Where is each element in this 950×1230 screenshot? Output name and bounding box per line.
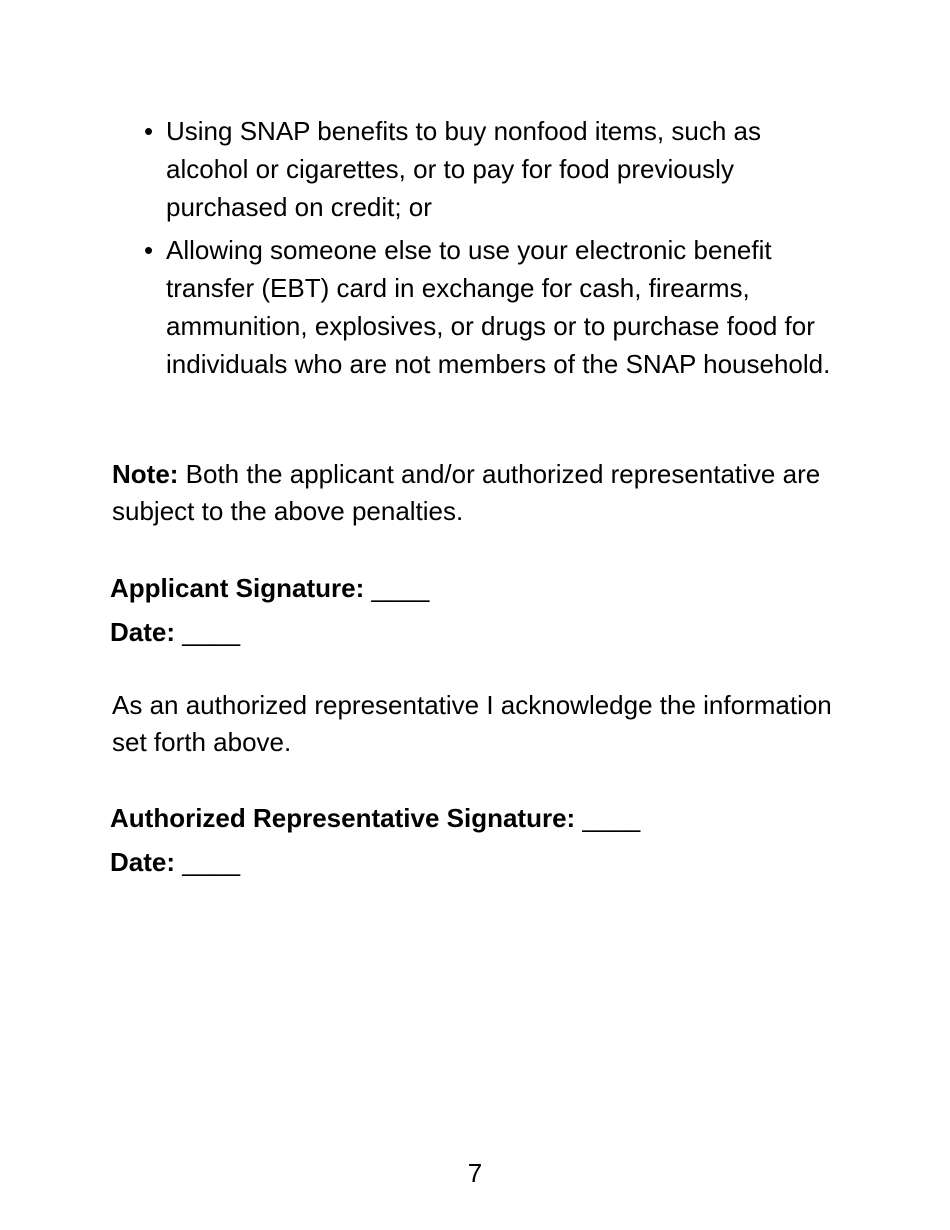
page-number: 7 (467, 1158, 483, 1188)
applicant-signature-line (110, 571, 429, 605)
list-item (144, 231, 844, 383)
note-text: Both the applicant and/or authorized representative are subject to the above penalties. (112, 459, 821, 526)
list-item-text: Using SNAP benefits to buy nonfood items, such as alcohol or cigarettes, or to pay for food previously purchased on credit; or (166, 116, 761, 222)
acknowledgement-paragraph: As an authorized representative I acknowledge the information set forth above. (112, 690, 832, 757)
applicant-date-line (110, 615, 240, 649)
bullet-icon: • (144, 116, 154, 146)
penalty-list (144, 112, 844, 388)
list-item-text: Allowing someone else to use your electronic benefit transfer (EBT) card in exchange for cash, firearms, ammunition, explosives, or drugs or to purchase food for individuals who are not members of the SNAP household. (166, 235, 831, 379)
applicant-signature-label: Applicant Signature: (110, 573, 365, 603)
bullet-icon: • (144, 235, 154, 265)
note-paragraph (112, 456, 852, 530)
representative-signature-label: Authorized Representative Signature: (110, 803, 576, 833)
applicant-signature-field[interactable]: ____ (364, 573, 430, 603)
list-item (144, 112, 844, 226)
representative-signature-line (110, 801, 640, 835)
applicant-date-label: Date: (110, 617, 176, 647)
representative-date-line (110, 845, 240, 879)
note-label: Note: (112, 459, 179, 489)
applicant-date-field[interactable]: ____ (175, 617, 241, 647)
representative-date-field[interactable]: ____ (175, 847, 241, 877)
representative-signature-field[interactable]: ____ (575, 803, 641, 833)
representative-date-label: Date: (110, 847, 176, 877)
